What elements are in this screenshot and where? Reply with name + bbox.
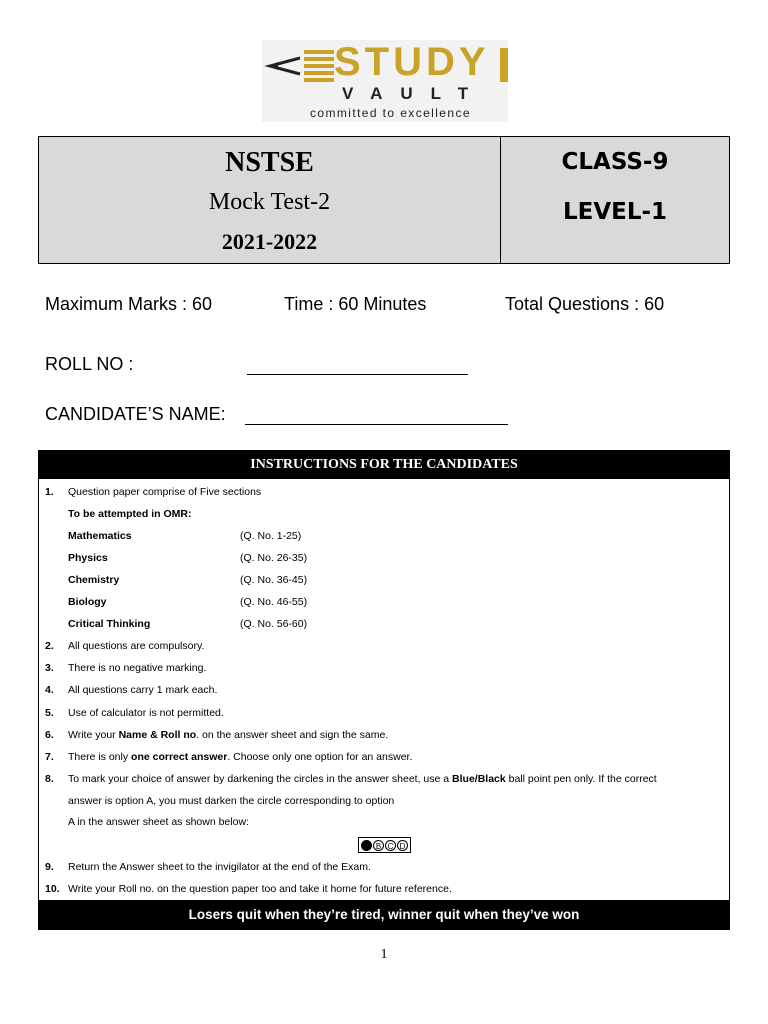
text-part: Write your [68, 729, 119, 741]
exam-year: 2021-2022 [221, 229, 318, 254]
section-name: Physics [68, 552, 108, 564]
section-name: Biology [68, 596, 107, 608]
emphasis-text: one correct answer [131, 751, 228, 763]
text-part: ball point pen only. If the correct [505, 773, 657, 785]
logo-bar [500, 48, 508, 82]
text-part: To mark your choice of answer by darkening the circles in the answer sheet, use a [68, 773, 453, 785]
logo-tagline: committed to excellence [310, 106, 471, 120]
instruction-number: 7. [45, 751, 54, 763]
instruction-number: 1. [45, 486, 54, 498]
instruction-text: A in the answer sheet as shown below: [68, 816, 249, 828]
instruction-text: Write your Roll no. on the question paper too and take it home for future reference. [68, 883, 452, 895]
text-part: . on the answer sheet and sign the same. [196, 729, 389, 741]
text-part: There is only [68, 751, 132, 763]
section-range: (Q. No. 1-25) [240, 530, 302, 542]
instructions-box [38, 450, 730, 930]
section-range: (Q. No. 56-60) [240, 618, 308, 630]
instruction-text [68, 750, 412, 764]
exam-title: NSTSE [225, 147, 314, 178]
instruction-number: 9. [45, 861, 54, 873]
bubble-d: D [397, 840, 408, 851]
class-level-cell [501, 137, 729, 263]
section-name: Mathematics [68, 530, 132, 542]
max-marks: Maximum Marks : 60 [45, 294, 213, 314]
class-label: CLASS-9 [561, 149, 669, 175]
instruction-text: answer is option A, you must darken the circle corresponding to option [68, 795, 395, 807]
instruction-number: 5. [45, 707, 54, 719]
level-label: LEVEL-1 [562, 199, 668, 225]
instruction-number: 3. [45, 662, 54, 674]
candidate-name-label: CANDIDATE’S NAME: [45, 404, 226, 424]
section-name: Critical Thinking [68, 618, 151, 630]
instruction-number: 10. [45, 883, 60, 895]
instruction-text [68, 772, 657, 786]
bubble-c: C [385, 840, 396, 851]
page-number: 1 [380, 947, 388, 962]
total-questions: Total Questions : 60 [505, 294, 665, 314]
section-name: Chemistry [68, 574, 120, 586]
exam-title-cell [39, 137, 501, 263]
filled-bubble-icon [361, 840, 372, 851]
exam-header [38, 136, 730, 264]
study-vault-logo [262, 40, 508, 122]
instruction-text [68, 728, 388, 742]
exam-subtitle: Mock Test-2 [208, 189, 331, 215]
motto-footer: Losers quit when they’re tired, winner quit when they’ve won [39, 900, 729, 929]
omr-heading: To be attempted in OMR: [68, 508, 192, 520]
section-range: (Q. No. 46-55) [240, 596, 308, 608]
instruction-text: All questions are compulsory. [68, 640, 205, 652]
time-limit: Time : 60 Minutes [284, 294, 427, 314]
instruction-number: 6. [45, 729, 54, 741]
arrow-icon [264, 54, 304, 78]
logo-stripes [304, 50, 334, 85]
roll-no-blank [247, 374, 468, 375]
instruction-text: There is no negative marking. [68, 662, 207, 674]
instruction-text: Use of calculator is not permitted. [68, 707, 224, 719]
instruction-number: 4. [45, 684, 54, 696]
instruction-text: Return the Answer sheet to the invigilator at the end of the Exam. [68, 861, 371, 873]
instruction-text: Question paper comprise of Five sections [68, 486, 262, 498]
section-range: (Q. No. 36-45) [240, 574, 308, 586]
text-part: . Choose only one option for an answer. [227, 751, 413, 763]
candidate-name-blank [245, 424, 508, 425]
instruction-text: All questions carry 1 mark each. [68, 684, 218, 696]
logo-word: STUDY [334, 40, 490, 84]
logo-subword: VAULT [342, 84, 487, 103]
emphasis-text: Name & Roll no [118, 729, 197, 741]
instruction-number: 2. [45, 640, 54, 652]
instruction-number: 8. [45, 773, 54, 785]
omr-example [358, 837, 411, 853]
bubble-b: B [373, 840, 384, 851]
instructions-heading: INSTRUCTIONS FOR THE CANDIDATES [39, 451, 729, 479]
section-range: (Q. No. 26-35) [240, 552, 308, 564]
roll-no-label: ROLL NO : [45, 354, 134, 374]
emphasis-text: Blue/Black [452, 773, 506, 785]
